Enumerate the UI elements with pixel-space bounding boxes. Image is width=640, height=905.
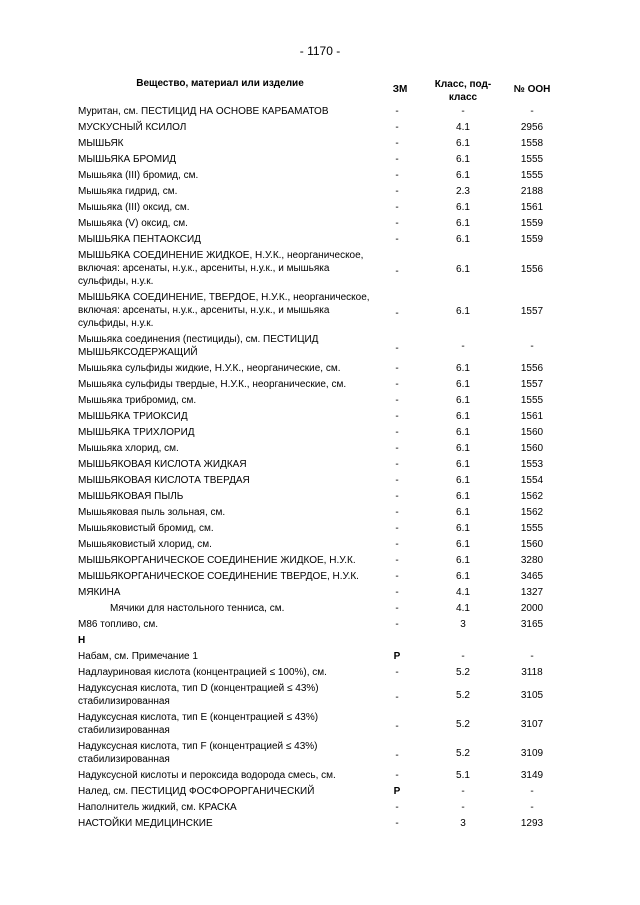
class-cell: - xyxy=(461,802,465,813)
substance-name: МЫШЬЯКА СОЕДИНЕНИЕ ЖИДКОЕ, Н.У.К., неорганическое, включая: арсенаты, н.у.к., арсениты, н.у.к., и мышьяка сульфиды, н.у.к. xyxy=(78,250,364,287)
zm-cell: - xyxy=(395,818,399,829)
un-number-cell: 1561 xyxy=(520,202,544,213)
table-row xyxy=(0,409,640,425)
table-body xyxy=(0,104,640,832)
substance-name: Мышьяка сульфиды жидкие, Н.У.К., неорганические, см. xyxy=(78,363,341,374)
un-number-cell: 1555 xyxy=(520,170,544,181)
table-row xyxy=(0,184,640,200)
un-number-cell: - xyxy=(530,786,534,797)
substance-name: МЫШЬЯКОВАЯ ПЫЛЬ xyxy=(78,491,184,502)
class-cell: 6.1 xyxy=(456,306,470,317)
class-cell: - xyxy=(461,786,465,797)
un-number-cell: 2000 xyxy=(520,603,544,614)
substance-name: Надуксусная кислота, тип E (концентрацией ≤ 43%) стабилизированная xyxy=(78,712,319,736)
zm-cell: - xyxy=(395,802,399,813)
substance-name: Мышьяка соединения (пестициды), см. ПЕСТИЦИД МЫШЬЯКСОДЕРЖАЩИЙ xyxy=(78,334,319,358)
zm-cell: - xyxy=(395,411,399,422)
header-class-line2: класс xyxy=(448,92,478,103)
zm-cell: - xyxy=(395,202,399,213)
substance-name: Мышьяка (V) оксид, см. xyxy=(78,218,188,229)
un-number-cell: 3109 xyxy=(520,748,544,759)
class-cell: 5.1 xyxy=(456,770,470,781)
zm-cell: P xyxy=(393,651,401,662)
zm-cell: - xyxy=(395,459,399,470)
substance-name: МЫШЬЯКОВАЯ КИСЛОТА ТВЕРДАЯ xyxy=(78,475,250,486)
un-number-cell: 1560 xyxy=(520,539,544,550)
un-number-cell: 3107 xyxy=(520,719,544,730)
substance-name: МЫШЬЯКОРГАНИЧЕСКОЕ СОЕДИНЕНИЕ ТВЕРДОЕ, Н.У.К. xyxy=(78,571,359,582)
class-cell: 6.1 xyxy=(456,411,470,422)
un-number-cell: 1557 xyxy=(520,306,544,317)
page-number: - 1170 - xyxy=(299,44,341,58)
class-cell: 6.1 xyxy=(456,363,470,374)
table-row xyxy=(0,441,640,457)
un-number-cell: 1555 xyxy=(520,154,544,165)
un-number-cell: 3165 xyxy=(520,619,544,630)
table-row xyxy=(0,569,640,585)
un-number-cell: 1555 xyxy=(520,395,544,406)
un-number-cell: 3118 xyxy=(521,667,543,678)
substance-name: НАСТОЙКИ МЕДИЦИНСКИЕ xyxy=(78,818,213,829)
table-row xyxy=(0,290,640,332)
class-cell: 6.1 xyxy=(456,427,470,438)
substance-name: Н xyxy=(78,635,86,646)
substance-name: МЫШЬЯКА ТРИХЛОРИД xyxy=(78,427,195,438)
substance-name: Мячики для настольного тенниса, см. xyxy=(110,603,285,614)
substance-name: Надуксусная кислота, тип D (концентрацией ≤ 43%) стабилизированная xyxy=(78,683,319,707)
table-row xyxy=(0,816,640,832)
zm-cell: - xyxy=(395,539,399,550)
class-cell: 6.1 xyxy=(456,234,470,245)
class-cell: 4.1 xyxy=(456,587,470,598)
zm-cell: - xyxy=(395,587,399,598)
header-class xyxy=(428,78,498,104)
substance-name: МЫШЬЯКА ПЕНТАОКСИД xyxy=(78,234,201,245)
class-cell: 5.2 xyxy=(456,719,470,730)
substance-name: Мышьяковая пыль зольная, см. xyxy=(78,507,226,518)
class-cell: 5.2 xyxy=(456,667,470,678)
un-number-cell: 1562 xyxy=(520,491,544,502)
zm-cell: - xyxy=(395,170,399,181)
class-cell: - xyxy=(461,341,465,352)
class-cell: 6.1 xyxy=(456,218,470,229)
substance-name: МЫШЬЯК xyxy=(78,138,124,149)
table-row xyxy=(0,768,640,784)
un-number-cell: 1556 xyxy=(520,264,544,275)
class-cell: 4.1 xyxy=(456,603,470,614)
substance-name: МЯКИНА xyxy=(78,587,121,598)
table-row xyxy=(0,784,640,800)
zm-cell: - xyxy=(395,443,399,454)
table-row xyxy=(0,710,640,739)
substance-name: МЫШЬЯКА ТРИОКСИД xyxy=(78,411,188,422)
class-cell: 2.3 xyxy=(456,186,470,197)
table-row xyxy=(0,601,640,617)
un-number-cell: 3280 xyxy=(520,555,544,566)
class-cell: 5.2 xyxy=(456,748,470,759)
substance-name: Надуксусная кислота, тип F (концентрацией ≤ 43%) стабилизированная xyxy=(78,741,318,765)
un-number-cell: 1557 xyxy=(520,379,544,390)
un-number-cell: 3465 xyxy=(520,571,544,582)
substance-name: Мышьяка сульфиды твердые, Н.У.К., неорганические, см. xyxy=(78,379,347,390)
substance-name: Мышьяка (III) оксид, см. xyxy=(78,202,190,213)
table-row xyxy=(0,361,640,377)
table-row xyxy=(0,800,640,816)
substance-name: МЫШЬЯКОВАЯ КИСЛОТА ЖИДКАЯ xyxy=(78,459,247,470)
class-cell: 6.1 xyxy=(456,507,470,518)
substance-name: М86 топливо, см. xyxy=(78,619,159,630)
zm-cell: - xyxy=(395,379,399,390)
class-cell: 4.1 xyxy=(456,122,470,133)
table-row xyxy=(0,232,640,248)
substance-name: Набам, см. Примечание 1 xyxy=(78,651,198,662)
table-row xyxy=(0,457,640,473)
table-row xyxy=(0,473,640,489)
table-row xyxy=(0,521,640,537)
class-cell: 3 xyxy=(460,818,466,829)
substance-name: Мышьяка трибромид, см. xyxy=(78,395,197,406)
un-number-cell: 2188 xyxy=(520,186,544,197)
table-row xyxy=(0,248,640,290)
substance-name: Мышьяка хлорид, см. xyxy=(78,443,179,454)
zm-cell: - xyxy=(395,138,399,149)
table-row xyxy=(0,152,640,168)
class-cell: 6.1 xyxy=(456,264,470,275)
zm-cell: - xyxy=(395,507,399,518)
table-row xyxy=(0,168,640,184)
zm-cell: - xyxy=(395,234,399,245)
class-cell: 6.1 xyxy=(456,170,470,181)
table-row xyxy=(0,681,640,710)
un-number-cell: 1559 xyxy=(520,234,544,245)
table-row xyxy=(0,120,640,136)
un-number-cell: 1556 xyxy=(520,363,544,374)
zm-cell: - xyxy=(395,523,399,534)
zm-cell: - xyxy=(395,692,399,703)
substance-name: Мышьяковистый бромид, см. xyxy=(78,523,214,534)
table-header xyxy=(0,78,640,106)
table-row xyxy=(0,489,640,505)
zm-cell: - xyxy=(395,750,399,761)
table-row xyxy=(0,377,640,393)
table-row xyxy=(0,505,640,521)
table-row xyxy=(0,393,640,409)
class-cell: 6.1 xyxy=(456,443,470,454)
substance-name: МУСКУСНЫЙ КСИЛОЛ xyxy=(78,122,187,133)
class-cell: 6.1 xyxy=(456,154,470,165)
zm-cell: - xyxy=(395,555,399,566)
substance-name: Наполнитель жидкий, см. КРАСКА xyxy=(78,802,237,813)
zm-cell: - xyxy=(395,186,399,197)
un-number-cell: - xyxy=(530,341,534,352)
table-row xyxy=(0,425,640,441)
un-number-cell: 1561 xyxy=(520,411,544,422)
class-cell: 6.1 xyxy=(456,539,470,550)
class-cell: 6.1 xyxy=(456,491,470,502)
un-number-cell: 1560 xyxy=(520,427,544,438)
table-row xyxy=(0,553,640,569)
zm-cell: P xyxy=(393,786,401,797)
zm-cell: - xyxy=(395,308,399,319)
substance-name: МЫШЬЯКА СОЕДИНЕНИЕ, ТВЕРДОЕ, Н.У.К., неорганическое, включая: арсенаты, н.у.к., арсениты, н.у.к., и мышьяка сульфиды, н.у.к. xyxy=(78,292,370,329)
zm-cell: - xyxy=(395,427,399,438)
class-cell: 6.1 xyxy=(456,459,470,470)
header-class-line1: Класс, под- xyxy=(434,79,492,90)
zm-cell: - xyxy=(395,343,399,354)
un-number-cell: 1554 xyxy=(520,475,544,486)
un-number-cell: - xyxy=(530,651,534,662)
zm-cell: - xyxy=(395,721,399,732)
class-cell: 6.1 xyxy=(456,379,470,390)
substance-name: Надлауриновая кислота (концентрацией ≤ 100%), см. xyxy=(78,667,327,678)
table-row xyxy=(0,216,640,232)
zm-cell: - xyxy=(395,395,399,406)
zm-cell: - xyxy=(395,770,399,781)
substance-name: МЫШЬЯКА БРОМИД xyxy=(78,154,177,165)
table-row xyxy=(0,649,640,665)
un-number-cell: 3105 xyxy=(520,690,544,701)
substance-name: МЫШЬЯКОРГАНИЧЕСКОЕ СОЕДИНЕНИЕ ЖИДКОЕ, Н.У.К. xyxy=(78,555,356,566)
class-cell: - xyxy=(461,651,465,662)
table-row xyxy=(0,633,640,649)
table-row xyxy=(0,332,640,361)
un-number-cell: 2956 xyxy=(520,122,544,133)
zm-cell: - xyxy=(395,154,399,165)
class-cell: 6.1 xyxy=(456,475,470,486)
class-cell: 6.1 xyxy=(456,571,470,582)
table-row xyxy=(0,617,640,633)
substance-name: Мышьяка (III) бромид, см. xyxy=(78,170,199,181)
substance-name: Надуксусной кислоты и пероксида водорода смесь, см. xyxy=(78,770,336,781)
un-number-cell: 1562 xyxy=(520,507,544,518)
un-number-cell: - xyxy=(530,106,534,117)
zm-cell: - xyxy=(395,491,399,502)
substance-name: Налед, см. ПЕСТИЦИД ФОСФОРОРГАНИЧЕСКИЙ xyxy=(78,786,315,797)
zm-cell: - xyxy=(395,266,399,277)
class-cell: 6.1 xyxy=(456,138,470,149)
zm-cell: - xyxy=(395,218,399,229)
un-number-cell: 1560 xyxy=(520,443,544,454)
table-row xyxy=(0,665,640,681)
un-number-cell: 1553 xyxy=(520,459,544,470)
zm-cell: - xyxy=(395,619,399,630)
table-row xyxy=(0,585,640,601)
table-row xyxy=(0,200,640,216)
un-number-cell: - xyxy=(530,802,534,813)
zm-cell: - xyxy=(395,667,399,678)
un-number-cell: 3149 xyxy=(520,770,544,781)
class-cell: 6.1 xyxy=(456,555,470,566)
substance-name: Мышьяка гидрид, см. xyxy=(78,186,178,197)
class-cell: 5.2 xyxy=(456,690,470,701)
header-zm: ЗМ xyxy=(392,84,408,95)
class-cell: - xyxy=(461,106,465,117)
class-cell: 3 xyxy=(460,619,466,630)
zm-cell: - xyxy=(395,122,399,133)
table-row xyxy=(0,739,640,768)
un-number-cell: 1558 xyxy=(520,138,544,149)
un-number-cell: 1555 xyxy=(520,523,544,534)
class-cell: 6.1 xyxy=(456,395,470,406)
zm-cell: - xyxy=(395,475,399,486)
table-row xyxy=(0,104,640,120)
un-number-cell: 1559 xyxy=(520,218,544,229)
table-row xyxy=(0,136,640,152)
substance-name: Мышьяковистый хлорид, см. xyxy=(78,539,212,550)
table-row xyxy=(0,537,640,553)
substance-name: Муритан, см. ПЕСТИЦИД НА ОСНОВЕ КАРБАМАТОВ xyxy=(78,106,329,117)
header-substance: Вещество, материал или изделие xyxy=(136,78,304,89)
un-number-cell: 1293 xyxy=(520,818,544,829)
header-un-number: № ООН xyxy=(513,84,551,95)
class-cell: 6.1 xyxy=(456,202,470,213)
zm-cell: - xyxy=(395,106,399,117)
zm-cell: - xyxy=(395,363,399,374)
zm-cell: - xyxy=(395,571,399,582)
class-cell: 6.1 xyxy=(456,523,470,534)
un-number-cell: 1327 xyxy=(520,587,544,598)
zm-cell: - xyxy=(395,603,399,614)
